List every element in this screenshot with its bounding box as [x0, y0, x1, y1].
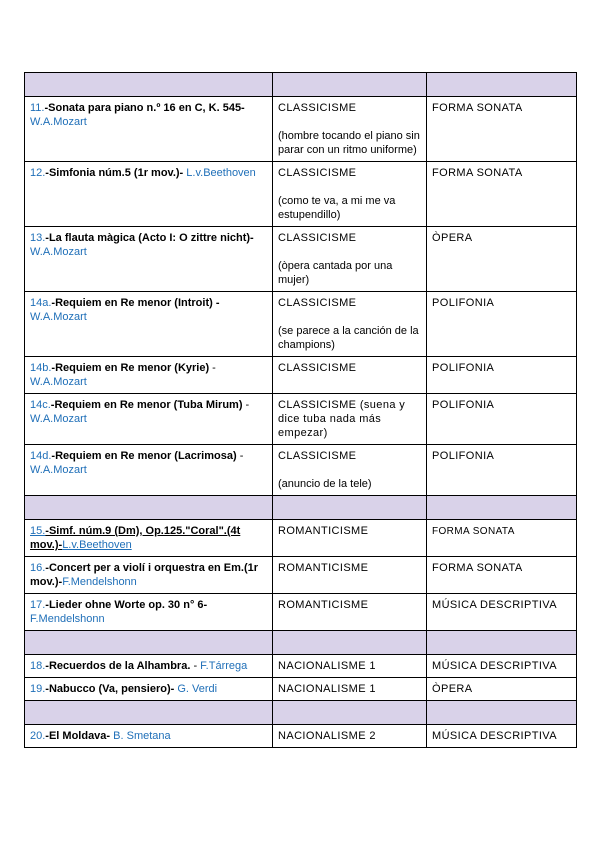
- work-cell: 11.-Sonata para piano n.º 16 en C, K. 545-W.A.Mozart: [25, 97, 273, 162]
- form-cell: MÚSICA DESCRIPTIVA: [427, 655, 577, 678]
- table-row: [25, 655, 577, 678]
- section-header-row: [25, 496, 577, 520]
- table-row: [25, 725, 577, 748]
- table-row: [25, 357, 577, 394]
- period-cell: CLASSICISME (se parece a la canción de la champions): [273, 292, 427, 357]
- work-cell: 18.-Recuerdos de la Alhambra. - F.Tárrega: [25, 655, 273, 678]
- form-cell: FORMA SONATA: [427, 520, 577, 557]
- section-header-row: [25, 631, 577, 655]
- period-cell: CLASSICISME (como te va, a mi me va estupendillo): [273, 162, 427, 227]
- table-row: [25, 227, 577, 292]
- section-header-row: [25, 73, 577, 97]
- period-cell: CLASSICISME (òpera cantada por una mujer): [273, 227, 427, 292]
- period-cell: CLASSICISME: [273, 357, 427, 394]
- form-cell: FORMA SONATA: [427, 162, 577, 227]
- work-cell: 16.-Concert per a violí i orquestra en Em.(1r mov.)-F.Mendelshonn: [25, 557, 273, 594]
- table-row: [25, 445, 577, 496]
- work-cell: 14d.-Requiem en Re menor (Lacrimosa) - W.A.Mozart: [25, 445, 273, 496]
- work-cell: 14b.-Requiem en Re menor (Kyrie) - W.A.Mozart: [25, 357, 273, 394]
- work-cell: 14a.-Requiem en Re menor (Introit) - W.A.Mozart: [25, 292, 273, 357]
- table-row: [25, 394, 577, 445]
- period-cell: CLASSICISME (hombre tocando el piano sin parar con un ritmo uniforme): [273, 97, 427, 162]
- form-cell: POLIFONIA: [427, 357, 577, 394]
- form-cell: FORMA SONATA: [427, 557, 577, 594]
- section-header-row: [25, 701, 577, 725]
- work-cell: 19.-Nabucco (Va, pensiero)- G. Verdi: [25, 678, 273, 701]
- work-cell: 12.-Simfonia núm.5 (1r mov.)- L.v.Beethoven: [25, 162, 273, 227]
- music-table: [24, 72, 577, 748]
- table-row: [25, 678, 577, 701]
- period-cell: NACIONALISME 1: [273, 678, 427, 701]
- period-cell: CLASSICISME (anuncio de la tele): [273, 445, 427, 496]
- table-row: [25, 292, 577, 357]
- table-row: [25, 594, 577, 631]
- form-cell: POLIFONIA: [427, 445, 577, 496]
- table-row: [25, 97, 577, 162]
- work-cell: 17.-Lieder ohne Worte op. 30 n° 6-F.Mendelshonn: [25, 594, 273, 631]
- work-cell: 13.-La flauta màgica (Acto I: O zittre nicht)- W.A.Mozart: [25, 227, 273, 292]
- period-cell: ROMANTICISME: [273, 520, 427, 557]
- period-cell: CLASSICISME (suena y dice tuba nada más empezar): [273, 394, 427, 445]
- table-row: [25, 520, 577, 557]
- period-cell: NACIONALISME 1: [273, 655, 427, 678]
- form-cell: POLIFONIA: [427, 292, 577, 357]
- period-cell: NACIONALISME 2: [273, 725, 427, 748]
- form-cell: FORMA SONATA: [427, 97, 577, 162]
- period-cell: ROMANTICISME: [273, 557, 427, 594]
- form-cell: POLIFONIA: [427, 394, 577, 445]
- work-cell: 20.-El Moldava- B. Smetana: [25, 725, 273, 748]
- work-cell: 15.-Simf. núm.9 (Dm), Op.125."Coral".(4t mov.)-L.v.Beethoven: [25, 520, 273, 557]
- form-cell: ÒPERA: [427, 678, 577, 701]
- table-row: [25, 162, 577, 227]
- form-cell: MÚSICA DESCRIPTIVA: [427, 725, 577, 748]
- period-cell: ROMANTICISME: [273, 594, 427, 631]
- form-cell: ÒPERA: [427, 227, 577, 292]
- work-cell: 14c.-Requiem en Re menor (Tuba Mirum) - W.A.Mozart: [25, 394, 273, 445]
- form-cell: MÚSICA DESCRIPTIVA: [427, 594, 577, 631]
- table-row: [25, 557, 577, 594]
